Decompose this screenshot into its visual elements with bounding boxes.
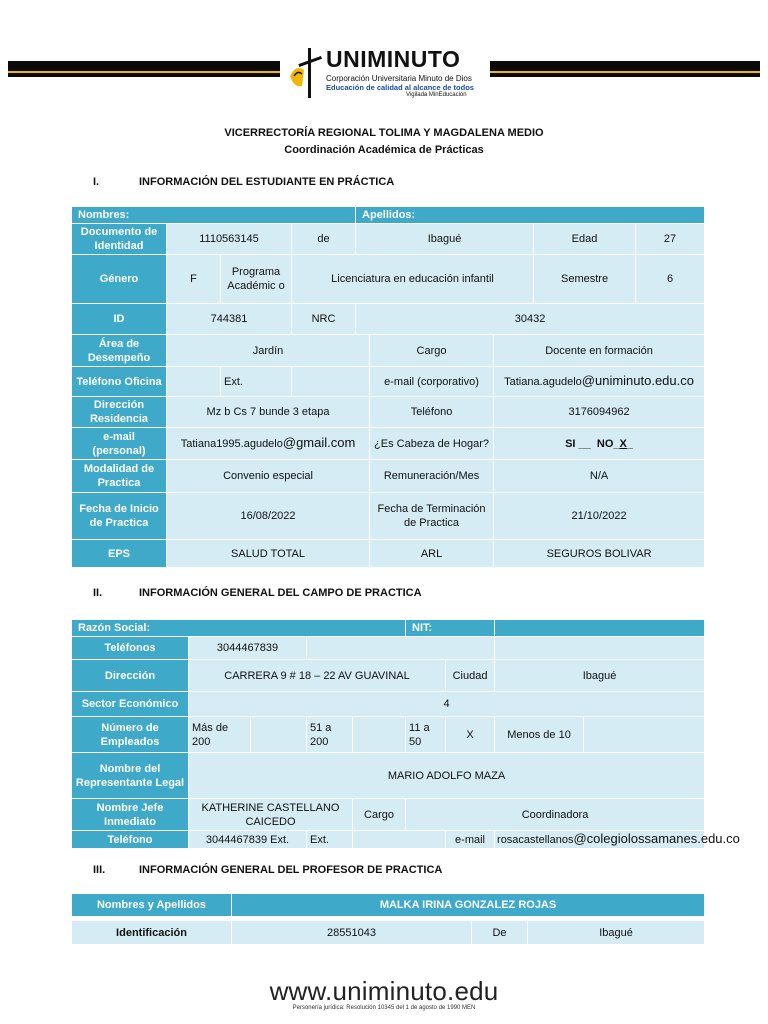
empleados-mark-mas-200 <box>251 717 307 753</box>
edad-label: Edad <box>534 224 636 255</box>
profesor-de-label: De <box>472 921 528 945</box>
section-1-title <box>93 176 394 188</box>
direccion-label: Dirección Residencia <box>72 397 167 428</box>
section-heading: INFORMACIÓN GENERAL DEL PROFESOR DE PRACTICA <box>139 864 443 876</box>
ext-label: Ext. <box>307 831 353 849</box>
cabeza-hogar-si: SI __ <box>565 437 591 450</box>
telefonos-extra <box>307 637 495 660</box>
jefe-value: KATHERINE CASTELLANO CAICEDO <box>189 799 353 831</box>
id-label: ID <box>72 304 167 335</box>
email-corp-value <box>494 367 705 397</box>
telefono-oficina-label: Teléfono Oficina <box>72 367 167 397</box>
ciudad-label: Ciudad <box>446 660 495 692</box>
area-value: Jardín <box>167 335 370 367</box>
area-label: Área de Desempeño <box>72 335 167 367</box>
edad-value: 27 <box>636 224 705 255</box>
representante-label: Nombre del Representante Legal <box>72 753 189 799</box>
empleados-mark-51-200 <box>353 717 406 753</box>
jefe-cargo-label: Cargo <box>353 799 406 831</box>
email-domain: @colegiolossamanes.edu.co <box>573 831 740 846</box>
header-bar-left <box>8 61 280 77</box>
teacher-info-table <box>71 893 705 945</box>
fecha-fin-label: Fecha de Terminación de Practica <box>370 493 494 540</box>
footer-note: Personería jurídica: Resolución 10345 del 1 de agosto de 1990 MEN <box>292 1005 476 1011</box>
modalidad-value: Convenio especial <box>167 460 370 493</box>
cabeza-hogar-no: NO_ <box>596 437 620 450</box>
telefono-label: Teléfono <box>72 831 189 849</box>
document-subtitle: Coordinación Académica de Prácticas <box>284 144 484 156</box>
email-user: rosacastellanos <box>497 834 574 846</box>
email-corp-user: Tatiana.agudelo <box>504 376 582 388</box>
remuneracion-label: Remuneración/Mes <box>370 460 494 493</box>
email-label: e-mail <box>446 831 495 849</box>
fecha-fin-value: 21/10/2022 <box>494 493 705 540</box>
empleados-mark-11-50: X <box>446 717 495 753</box>
section-number: II. <box>93 587 103 599</box>
section-heading: INFORMACIÓN DEL ESTUDIANTE EN PRÁCTICA <box>139 176 395 188</box>
email-corp-label: e-mail (corporativo) <box>370 367 494 397</box>
genero-label: Género <box>72 255 167 304</box>
email-corp-domain: @uniminuto.edu.co <box>581 373 694 388</box>
empleados-option-mas-200: Más de 200 <box>189 717 251 753</box>
section-number: I. <box>93 176 100 188</box>
cargo-value: Docente en formación <box>494 335 705 367</box>
ciudad-value: Ibagué <box>356 224 534 255</box>
empleados-label: Número de Empleados <box>72 717 189 753</box>
nombres-label: Nombres: <box>72 207 356 224</box>
representante-value: MARIO ADOLFO MAZA <box>189 753 705 799</box>
ext-value <box>353 831 446 849</box>
telefono-oficina-value <box>167 367 221 397</box>
telefono-value: 3176094962 <box>494 397 705 428</box>
cabeza-hogar-value <box>494 428 705 460</box>
jefe-cargo-value: Coordinadora <box>406 799 705 831</box>
email-personal-value <box>167 428 370 460</box>
direccion-value: CARRERA 9 # 18 – 22 AV GUAVINAL <box>189 660 446 692</box>
nit-value <box>495 620 705 637</box>
profesor-nombres-value: MALKA IRINA GONZALEZ ROJAS <box>232 894 705 917</box>
nrc-label: NRC <box>292 304 356 335</box>
empleados-option-51-200: 51 a 200 <box>307 717 353 753</box>
profesor-identificacion-value: 28551043 <box>232 921 472 945</box>
ext-value <box>292 367 370 397</box>
nrc-value: 30432 <box>356 304 705 335</box>
direccion-value: Mz b Cs 7 bunde 3 etapa <box>167 397 370 428</box>
student-info-table <box>71 206 705 568</box>
remuneracion-value: N/A <box>494 460 705 493</box>
logo-slogan: Educación de calidad al alcance de todos <box>326 83 474 92</box>
uniminuto-logo <box>288 42 484 104</box>
apellidos-label: Apellidos: <box>356 207 705 224</box>
eps-value: SALUD TOTAL <box>167 540 370 568</box>
section-heading: INFORMACIÓN GENERAL DEL CAMPO DE PRACTICA <box>139 587 422 599</box>
ciudad-value: Ibagué <box>495 660 705 692</box>
section-3-title <box>93 864 442 876</box>
arl-label: ARL <box>370 540 494 568</box>
logo-brand: UNIMINUTO <box>326 46 461 72</box>
razon-social-label: Razón Social: <box>72 620 406 637</box>
programa-label: Programa Académic o <box>221 255 292 304</box>
email-value <box>495 831 740 849</box>
header-bar-right <box>490 61 760 77</box>
cargo-label: Cargo <box>370 335 494 367</box>
email-personal-domain: @gmail.com <box>282 435 356 450</box>
header-stripe <box>490 71 760 73</box>
direccion-label: Dirección <box>72 660 189 692</box>
section-2-title <box>93 587 422 599</box>
cabeza-hogar-mark: X <box>619 437 627 450</box>
empleados-option-11-50: 11 a 50 <box>406 717 446 753</box>
fecha-inicio-value: 16/08/2022 <box>167 493 370 540</box>
nit-label: NIT: <box>406 620 495 637</box>
logo-vigilada: Vigilada MinEducación <box>406 92 467 98</box>
profesor-identificacion-label: Identificación <box>72 921 232 945</box>
footer-url: www.uniminuto.edu <box>269 976 499 1006</box>
eps-label: EPS <box>72 540 167 568</box>
document-title: VICERRECTORÍA REGIONAL TOLIMA Y MAGDALENA MEDIO <box>224 127 544 139</box>
sector-value: 4 <box>189 692 705 717</box>
email-personal-label: e-mail (personal) <box>72 428 167 460</box>
header-stripe <box>8 71 280 73</box>
cabeza-hogar-end: _ <box>626 437 633 450</box>
telefonos-label: Teléfonos <box>72 637 189 660</box>
telefonos-value: 3044467839 <box>189 637 307 660</box>
semestre-label: Semestre <box>534 255 636 304</box>
modalidad-label: Modalidad de Practica <box>72 460 167 493</box>
genero-value: F <box>167 255 221 304</box>
empleados-option-menos-10: Menos de 10 <box>495 717 584 753</box>
telefono-value: 3044467839 Ext. <box>189 831 307 849</box>
logo-subtitle: Corporación Universitaria Minuto de Dios <box>326 74 472 83</box>
jefe-label: Nombre Jefe Inmediato <box>72 799 189 831</box>
fecha-inicio-label: Fecha de Inicio de Practica <box>72 493 167 540</box>
practice-site-table <box>71 619 740 849</box>
section-number: III. <box>93 864 106 876</box>
cross-emblem-icon <box>288 46 324 100</box>
id-value: 744381 <box>167 304 292 335</box>
profesor-ciudad-value: Ibagué <box>528 921 705 945</box>
telefono-label: Teléfono <box>370 397 494 428</box>
semestre-value: 6 <box>636 255 705 304</box>
programa-value: Licenciatura en educación infantil <box>292 255 534 304</box>
arl-value: SEGUROS BOLIVAR <box>494 540 705 568</box>
documento-value: 1110563145 <box>167 224 292 255</box>
de-label: de <box>292 224 356 255</box>
empleados-mark-menos-10 <box>584 717 705 753</box>
documento-label: Documento de Identidad <box>72 224 167 255</box>
telefonos-extra-2 <box>495 637 705 660</box>
cabeza-hogar-label: ¿Es Cabeza de Hogar? <box>370 428 494 460</box>
sector-label: Sector Económico <box>72 692 189 717</box>
ext-label: Ext. <box>221 367 292 397</box>
profesor-nombres-label: Nombres y Apellidos <box>72 894 232 917</box>
email-personal-user: Tatiana1995.agudelo <box>180 438 283 450</box>
